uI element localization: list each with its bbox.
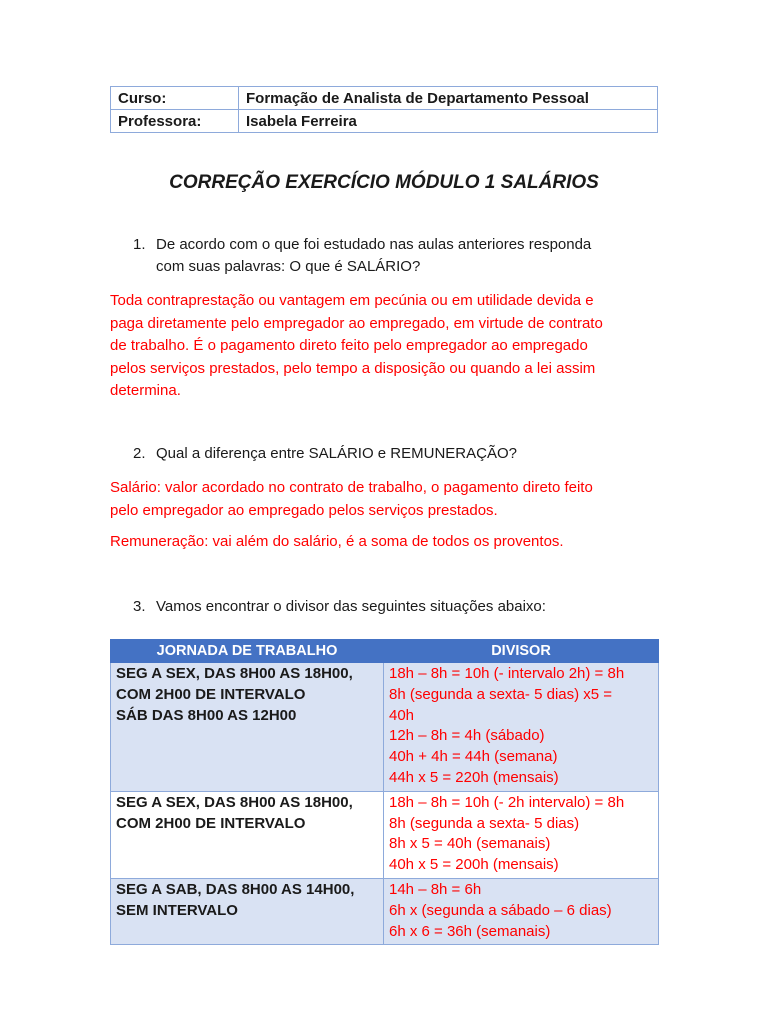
cell-line: SEG A SEX, DAS 8H00 AS 18H00, [116, 793, 353, 811]
divisor-table [110, 639, 659, 945]
answer-line: determina. [110, 382, 181, 399]
answer-line: pelos serviços prestados, pelo tempo a disposição ou quando a lei assim [110, 359, 596, 377]
cell-line: 8h x 5 = 40h (semanais) [389, 835, 551, 853]
cell-line: 40h [389, 706, 415, 724]
course-label: Curso: [111, 87, 239, 110]
cell-line: 40h + 4h = 44h (semana) [389, 748, 558, 766]
answer-line: Remuneração: vai além do salário, é a soma de todos os proventos. [110, 533, 564, 550]
cell-line: 8h (segunda a sexta- 5 dias) [389, 814, 580, 832]
table-header-row [111, 640, 659, 663]
jornada-cell [111, 791, 384, 878]
jornada-cell [111, 663, 384, 792]
cell-line: SEM INTERVALO [116, 901, 238, 919]
divisor-cell [384, 791, 659, 878]
answer-line: Toda contraprestação ou vantagem em pecúnia ou em utilidade devida e [110, 292, 594, 309]
answer-2-remuneracao [110, 531, 658, 554]
question-number: 2. [133, 445, 146, 462]
table-row [111, 878, 659, 944]
answer-1 [110, 290, 658, 403]
course-info-table [110, 86, 658, 133]
cell-line: SEG A SEX, DAS 8H00 AS 18H00, [116, 665, 353, 682]
question-text-line: Vamos encontrar o divisor das seguintes situações abaixo: [156, 598, 546, 615]
question-text-line: De acordo com o que foi estudado nas aulas anteriores responda [156, 236, 592, 253]
cell-line: SEG A SAB, DAS 8H00 AS 14H00, [116, 880, 355, 898]
cell-line: 18h – 8h = 10h (- 2h intervalo) = 8h [389, 793, 625, 811]
cell-line: COM 2H00 DE INTERVALO [116, 685, 306, 703]
table-row [111, 663, 659, 792]
cell-line: SÁB DAS 8H00 AS 12H00 [116, 706, 297, 724]
cell-line: 12h – 8h = 4h (sábado) [389, 727, 545, 745]
answer-line: Salário: valor acordado no contrato de trabalho, o pagamento direto feito [110, 479, 593, 496]
cell-line: 6h x (segunda a sábado – 6 dias) [389, 901, 612, 919]
answer-line: de trabalho. É o pagamento direto feito pelo empregador ao empregado [110, 337, 588, 354]
teacher-value: Isabela Ferreira [239, 110, 658, 133]
cell-line: 18h – 8h = 10h (- intervalo 2h) = 8h [389, 665, 625, 682]
cell-line: 6h x 6 = 36h (semanais) [389, 922, 551, 940]
answer-line: paga diretamente pelo empregador ao empregado, em virtude de contrato [110, 314, 603, 332]
question-number: 1. [133, 236, 146, 253]
question-text-line: com suas palavras: O que é SALÁRIO? [156, 258, 421, 275]
course-value: Formação de Analista de Departamento Pessoal [239, 87, 658, 110]
header-divisor: DIVISOR [384, 640, 659, 663]
cell-line: 14h – 8h = 6h [389, 880, 482, 898]
jornada-cell [111, 878, 384, 944]
divisor-cell [384, 878, 659, 944]
cell-line: 8h (segunda a sexta- 5 dias) x5 = [389, 685, 613, 703]
teacher-label: Professora: [111, 110, 239, 133]
course-row [111, 87, 658, 110]
answer-line: pelo empregador ao empregado pelos serviços prestados. [110, 501, 498, 519]
question-number: 3. [133, 598, 146, 615]
cell-line: COM 2H00 DE INTERVALO [116, 814, 306, 832]
header-jornada: JORNADA DE TRABALHO [111, 640, 384, 663]
cell-line: 44h x 5 = 220h (mensais) [389, 768, 559, 786]
answer-2-salario [110, 477, 658, 522]
teacher-row [111, 110, 658, 133]
question-text-line: Qual a diferença entre SALÁRIO e REMUNERAÇÃO? [156, 445, 517, 462]
table-row [111, 791, 659, 878]
page-title: CORREÇÃO EXERCÍCIO MÓDULO 1 SALÁRIOS [169, 172, 599, 193]
divisor-cell [384, 663, 659, 792]
cell-line: 40h x 5 = 200h (mensais) [389, 856, 559, 874]
